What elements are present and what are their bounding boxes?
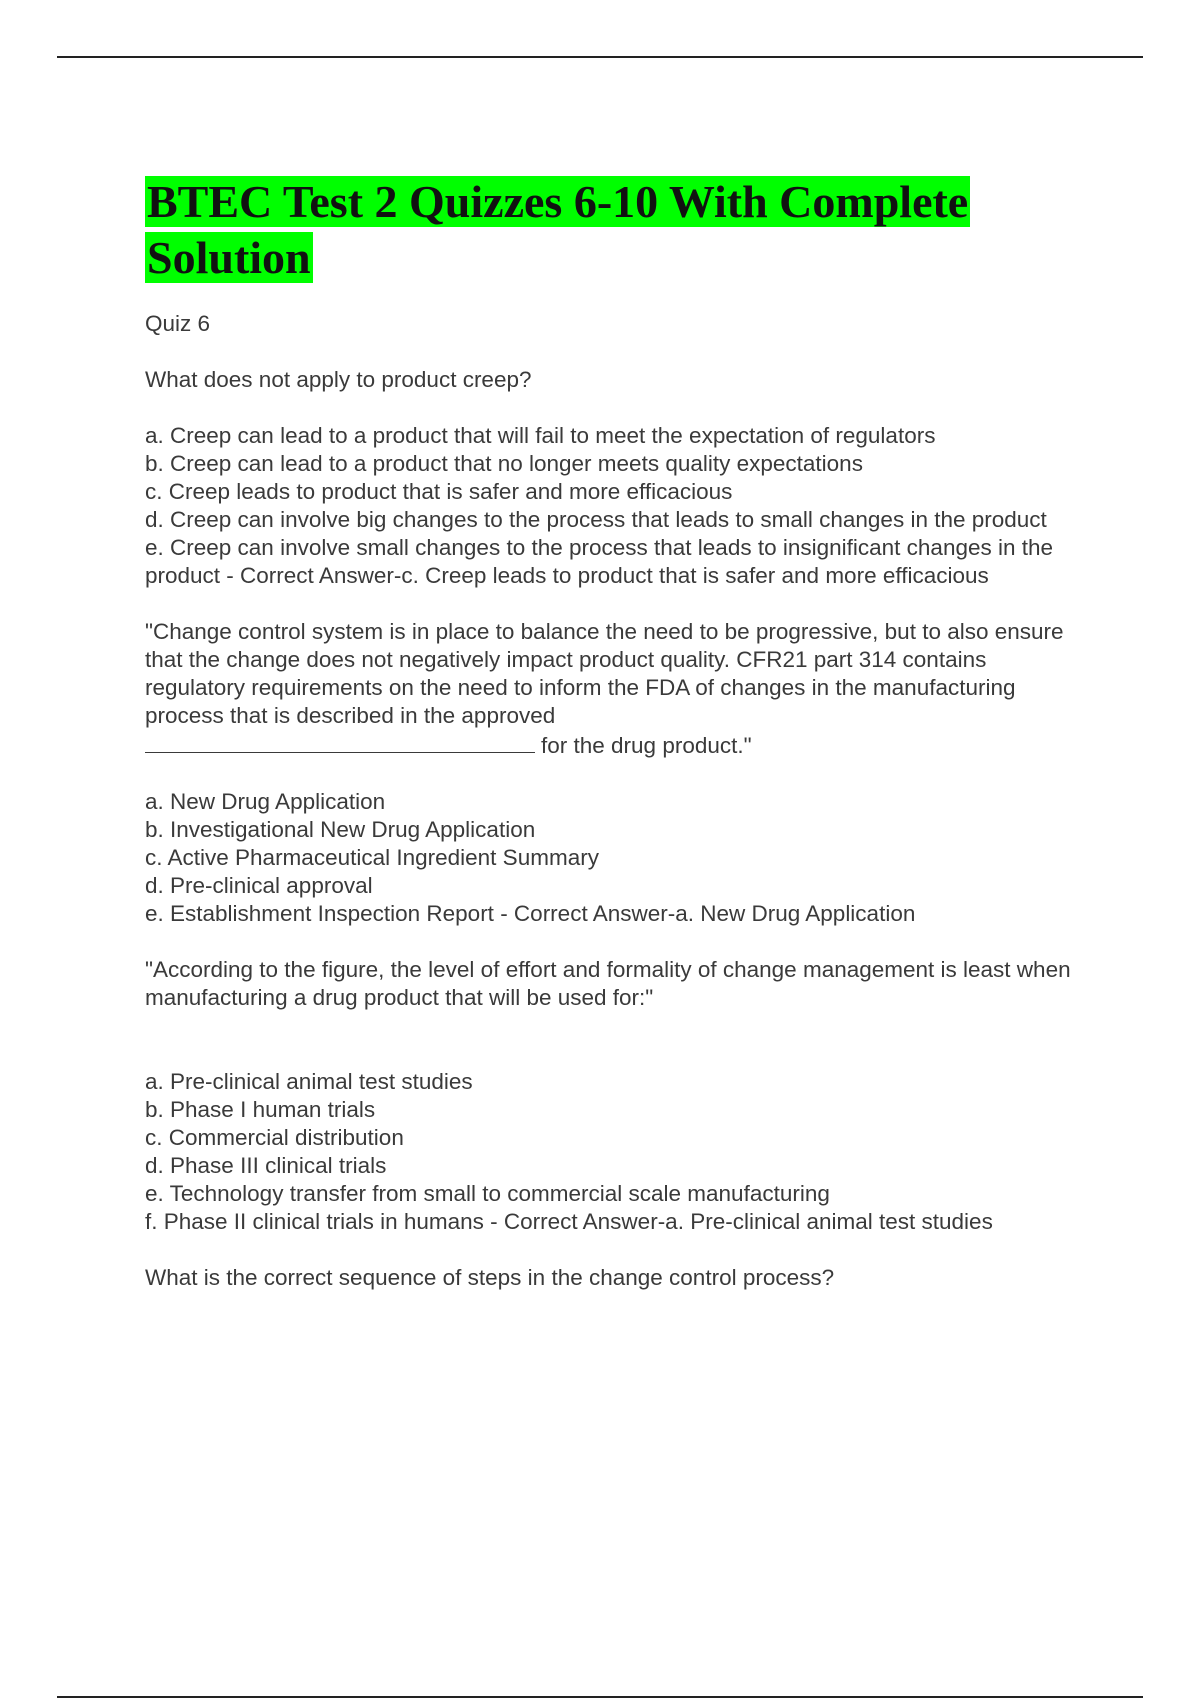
q3-option-f-answer: f. Phase II clinical trials in humans - Correct Answer-a. Pre-clinical animal test studies	[145, 1209, 993, 1234]
q2-option-b: b. Investigational New Drug Application	[145, 817, 536, 842]
question-1: What does not apply to product creep?	[145, 367, 532, 392]
q3-option-a: a. Pre-clinical animal test studies	[145, 1069, 473, 1094]
q2-option-a: a. New Drug Application	[145, 789, 386, 814]
question-3: "According to the figure, the level of effort and formality of change management is least when manufacturing a drug product that will be used for:"	[145, 957, 1077, 1010]
q1-option-c: c. Creep leads to product that is safer and more efficacious	[145, 479, 733, 504]
q3-option-c: c. Commercial distribution	[145, 1125, 404, 1150]
title-highlight: BTEC Test 2 Quizzes 6-10 With Complete Solution	[147, 176, 969, 283]
question-2	[145, 618, 1085, 760]
q3-option-b: b. Phase I human trials	[145, 1097, 376, 1122]
section-label: Quiz 6	[145, 311, 211, 336]
q1-option-d: d. Creep can involve big changes to the process that leads to small changes in the product	[145, 507, 1047, 532]
q1-option-e-answer: e. Creep can involve small changes to the process that leads to insignificant changes in the product - Correct Answer-c. Creep leads to product that is safer and more efficacious	[145, 535, 1060, 588]
document-title	[145, 174, 1085, 286]
q2-text-part1: "Change control system is in place to balance the need to be progressive, but to also ensure that the change does not negatively impact product quality. CFR21 part 314 contains regulatory requirements on the need to inform the FDA of changes in the manufacturing process that is described in the approved	[145, 619, 1070, 728]
fill-in-blank	[145, 730, 535, 753]
bottom-rule	[57, 1696, 1143, 1698]
q3-option-e: e. Technology transfer from small to commercial scale manufacturing	[145, 1181, 830, 1206]
q3-option-d: d. Phase III clinical trials	[145, 1153, 387, 1178]
q2-text-part2: for the drug product."	[541, 733, 752, 758]
q2-option-c: c. Active Pharmaceutical Ingredient Summary	[145, 845, 599, 870]
document-body	[145, 174, 1085, 1292]
q1-option-b: b. Creep can lead to a product that no longer meets quality expectations	[145, 451, 863, 476]
q2-option-e-answer: e. Establishment Inspection Report - Correct Answer-a. New Drug Application	[145, 901, 916, 926]
q2-option-d: d. Pre-clinical approval	[145, 873, 373, 898]
top-rule	[57, 56, 1143, 58]
question-4: What is the correct sequence of steps in the change control process?	[145, 1265, 835, 1290]
q1-option-a: a. Creep can lead to a product that will fail to meet the expectation of regulators	[145, 423, 936, 448]
